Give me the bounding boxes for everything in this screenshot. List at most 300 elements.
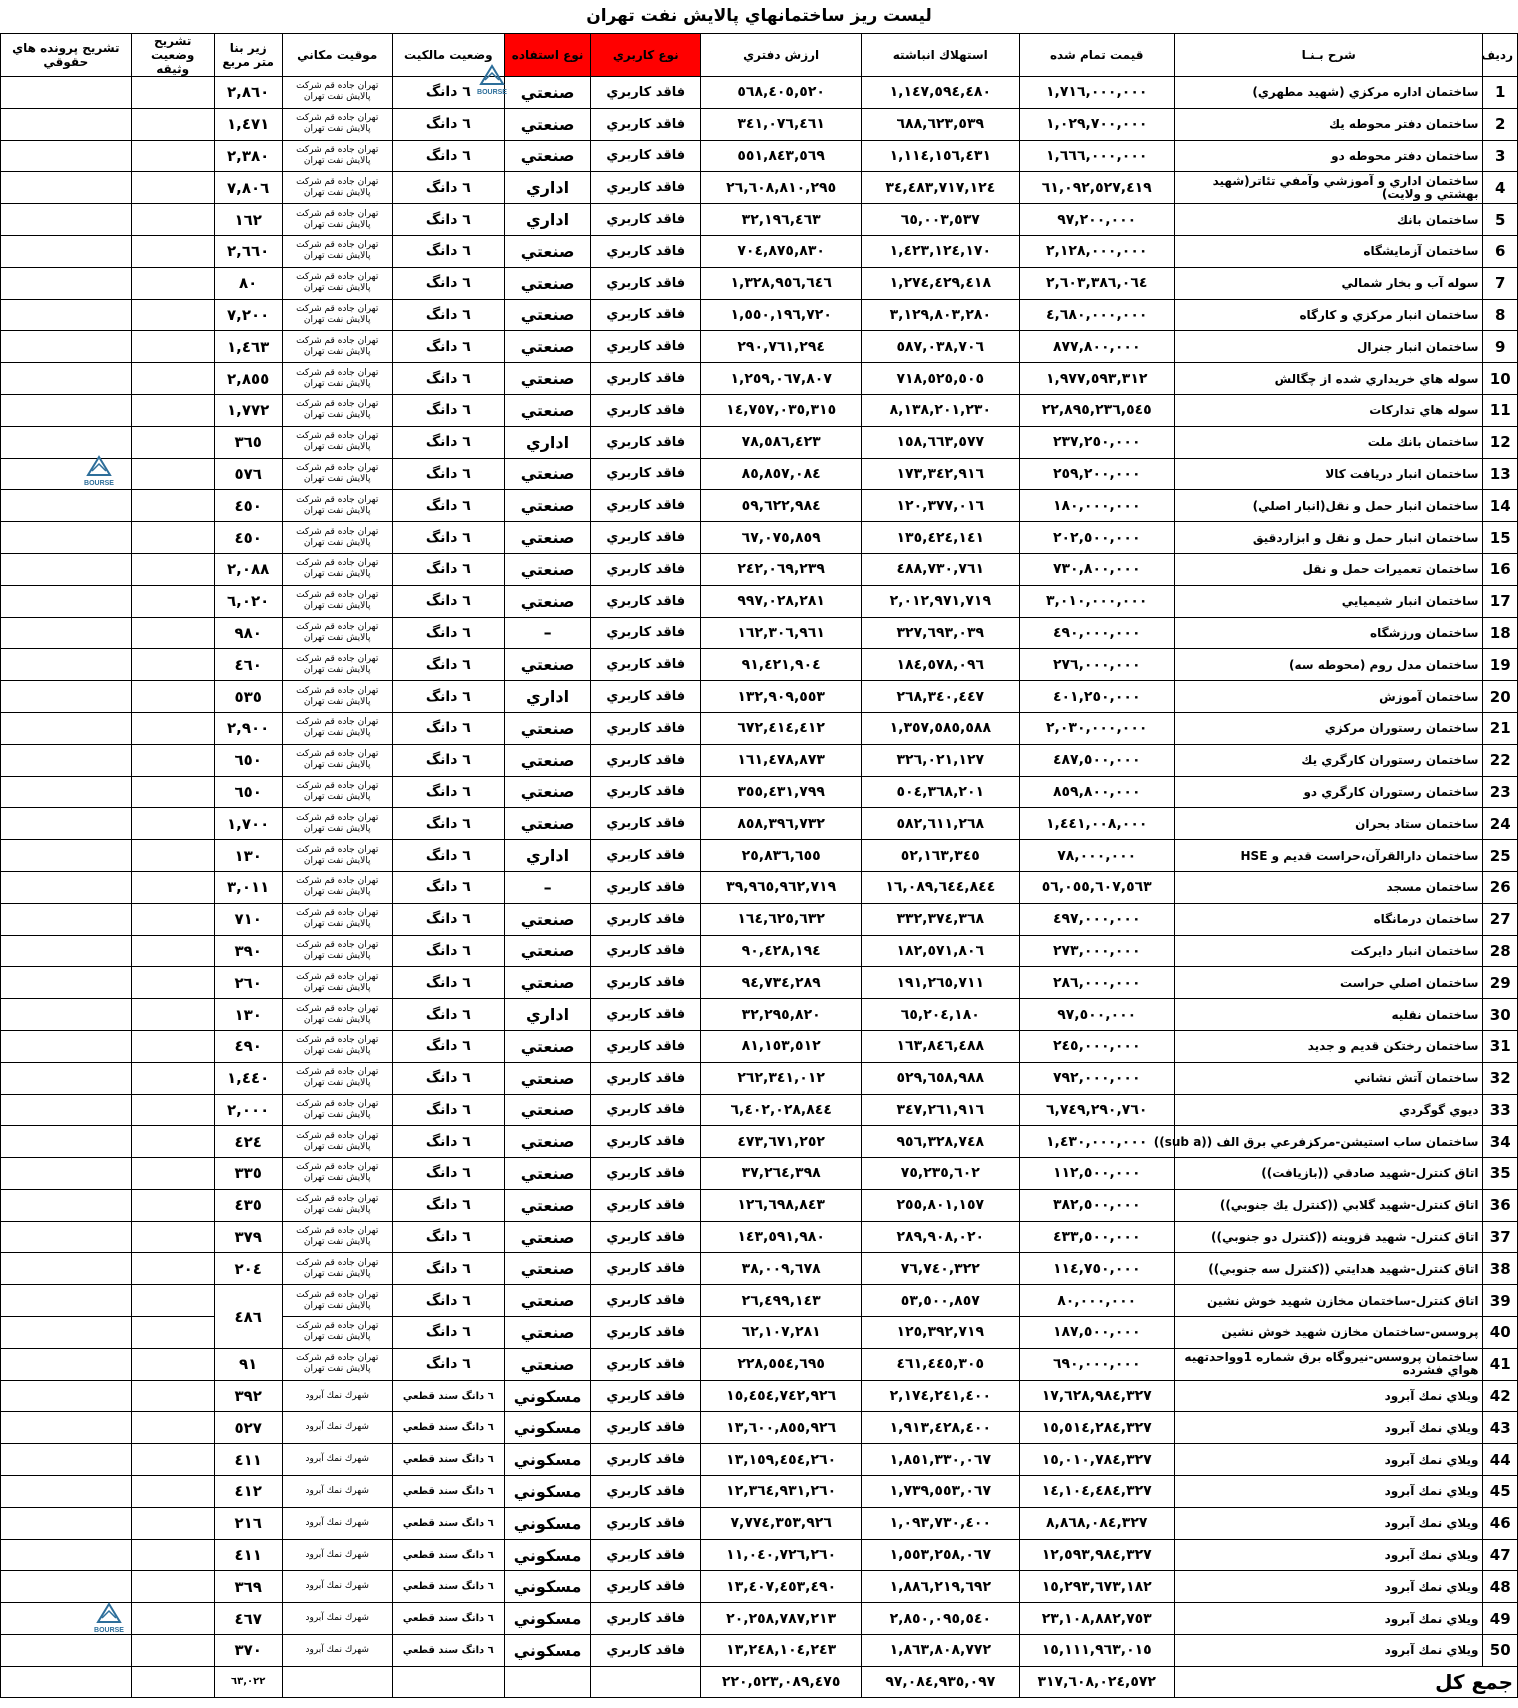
table-row xyxy=(1,1476,1518,1508)
row-mortgage xyxy=(131,1189,214,1221)
row-area: ٤٥٠ xyxy=(214,522,282,554)
row-usage: فاقد كاربري xyxy=(591,1189,701,1221)
row-ownership: ٦ دانگ xyxy=(392,681,504,713)
row-book-value: ١٣,١٥٩,٤٥٤,٢٦٠ xyxy=(701,1444,862,1476)
row-mortgage xyxy=(131,1158,214,1190)
row-ownership: ٦ دانگ xyxy=(392,267,504,299)
row-usage: فاقد كاربري xyxy=(591,267,701,299)
row-location: تهران جاده قم شركت پالايش نفت تهران xyxy=(282,235,392,267)
row-area: ٤١١ xyxy=(214,1444,282,1476)
row-usage: فاقد كاربري xyxy=(591,1635,701,1667)
row-area: ٢,٠٨٨ xyxy=(214,553,282,585)
row-book-value: ٣٧,٢٦٤,٣٩٨ xyxy=(701,1158,862,1190)
row-depreciation: ١,١٤٧,٥٩٤,٤٨٠ xyxy=(862,77,1020,109)
row-location: تهران جاده قم شركت پالايش نفت تهران xyxy=(282,935,392,967)
table-body xyxy=(1,77,1518,1667)
row-book-value: ١٤,٧٥٧,٠٣٥,٣١٥ xyxy=(701,394,862,426)
row-mortgage xyxy=(131,1444,214,1476)
row-cost: ٧٩٢,٠٠٠,٠٠٠ xyxy=(1019,1062,1174,1094)
row-book-value: ٢٩٠,٧٦١,٢٩٤ xyxy=(701,331,862,363)
row-usage: فاقد كاربري xyxy=(591,522,701,554)
row-location: تهران جاده قم شركت پالايش نفت تهران xyxy=(282,681,392,713)
row-legal xyxy=(1,267,132,299)
row-cost: ٢٨٦,٠٠٠,٠٠٠ xyxy=(1019,967,1174,999)
row-area: ١,٤٦٣ xyxy=(214,331,282,363)
row-depreciation: ١٧٣,٣٤٢,٩١٦ xyxy=(862,458,1020,490)
row-book-value: ٢٦,٦٠٨,٨١٠,٢٩٥ xyxy=(701,172,862,204)
row-use-type: صنعتي xyxy=(504,1158,590,1190)
row-ownership: ٦ دانگ xyxy=(392,553,504,585)
table-header-row xyxy=(1,34,1518,77)
row-use-type: صنعتي xyxy=(504,1062,590,1094)
row-use-type: اداري xyxy=(504,999,590,1031)
row-number: 22 xyxy=(1483,744,1518,776)
row-number: 47 xyxy=(1483,1539,1518,1571)
row-book-value: ٩٠,٤٢٨,١٩٤ xyxy=(701,935,862,967)
row-number: 23 xyxy=(1483,776,1518,808)
row-area: ٢,٨٦٠ xyxy=(214,77,282,109)
row-mortgage xyxy=(131,1126,214,1158)
row-cost: ٨٥٩,٨٠٠,٠٠٠ xyxy=(1019,776,1174,808)
row-legal xyxy=(1,1380,132,1412)
row-ownership: ٦ دانگ xyxy=(392,1189,504,1221)
row-cost: ١٨٧,٥٠٠,٠٠٠ xyxy=(1019,1317,1174,1349)
table-row xyxy=(1,172,1518,204)
row-depreciation: ٦٥,٢٠٤,١٨٠ xyxy=(862,999,1020,1031)
header-legal: تشریح پرونده هاي حقوقي xyxy=(1,34,132,77)
row-usage: فاقد كاربري xyxy=(591,1253,701,1285)
row-description: ويلاي نمك آبرود xyxy=(1174,1539,1483,1571)
row-location: شهرك نمك آبرود xyxy=(282,1476,392,1508)
row-usage: فاقد كاربري xyxy=(591,744,701,776)
table-row xyxy=(1,681,1518,713)
row-ownership: ٦ دانگ xyxy=(392,490,504,522)
row-mortgage xyxy=(131,999,214,1031)
row-number: 32 xyxy=(1483,1062,1518,1094)
row-area: ٦٥٠ xyxy=(214,744,282,776)
table-row xyxy=(1,1380,1518,1412)
row-use-type: صنعتي xyxy=(504,1253,590,1285)
row-book-value: ٢٦٢,٣٤١,٠١٢ xyxy=(701,1062,862,1094)
row-area: ٣٧٠ xyxy=(214,1635,282,1667)
row-usage: فاقد كاربري xyxy=(591,363,701,395)
row-description: ساختمان اداره مركزي (شهید مطهري) xyxy=(1174,77,1483,109)
row-book-value: ٢٤٢,٠٦٩,٢٣٩ xyxy=(701,553,862,585)
row-location: تهران جاده قم شركت پالايش نفت تهران xyxy=(282,1126,392,1158)
row-use-type: صنعتي xyxy=(504,522,590,554)
table-row xyxy=(1,77,1518,109)
row-mortgage xyxy=(131,744,214,776)
row-description: ساختمان دفتر محوطه دو xyxy=(1174,140,1483,172)
row-number: 20 xyxy=(1483,681,1518,713)
row-ownership: ٦ دانگ سند قطعي xyxy=(392,1444,504,1476)
row-use-type: مسكوني xyxy=(504,1507,590,1539)
row-ownership: ٦ دانگ xyxy=(392,808,504,840)
row-cost: ٩٧,٢٠٠,٠٠٠ xyxy=(1019,204,1174,236)
row-legal xyxy=(1,967,132,999)
row-usage: فاقد كاربري xyxy=(591,426,701,458)
row-ownership: ٦ دانگ سند قطعي xyxy=(392,1571,504,1603)
row-area: ٢٦٠ xyxy=(214,967,282,999)
row-mortgage xyxy=(131,394,214,426)
row-mortgage xyxy=(131,299,214,331)
row-usage: فاقد كاربري xyxy=(591,140,701,172)
row-cost: ٣٨٢,٥٠٠,٠٠٠ xyxy=(1019,1189,1174,1221)
row-area: ٥٢٧ xyxy=(214,1412,282,1444)
row-area: ٣٣٥ xyxy=(214,1158,282,1190)
row-usage: فاقد كاربري xyxy=(591,1094,701,1126)
table-row xyxy=(1,394,1518,426)
row-number: 8 xyxy=(1483,299,1518,331)
row-area: ٢,٣٨٠ xyxy=(214,140,282,172)
row-location: تهران جاده قم شركت پالايش نفت تهران xyxy=(282,77,392,109)
row-depreciation: ١,٢٧٤,٤٢٩,٤١٨ xyxy=(862,267,1020,299)
row-mortgage xyxy=(131,363,214,395)
row-use-type: صنعتي xyxy=(504,1317,590,1349)
row-usage: فاقد كاربري xyxy=(591,394,701,426)
row-number: 27 xyxy=(1483,903,1518,935)
row-area: ٤٦٧ xyxy=(214,1603,282,1635)
row-area: ٣٩٠ xyxy=(214,935,282,967)
row-use-type: صنعتي xyxy=(504,394,590,426)
row-book-value: ٢٢٨,٥٥٤,٦٩٥ xyxy=(701,1348,862,1380)
row-mortgage xyxy=(131,108,214,140)
row-location: تهران جاده قم شركت پالايش نفت تهران xyxy=(282,490,392,522)
row-usage: فاقد كاربري xyxy=(591,1285,701,1317)
row-cost: ١,٩٧٧,٥٩٣,٣١٢ xyxy=(1019,363,1174,395)
row-cost: ٤٩٧,٠٠٠,٠٠٠ xyxy=(1019,903,1174,935)
row-description: ساختمان مسجد xyxy=(1174,871,1483,903)
row-number: 6 xyxy=(1483,235,1518,267)
row-depreciation: ٣٣٢,٣٧٤,٣٦٨ xyxy=(862,903,1020,935)
header-mortgage: تشریح وضعیت وثیقه xyxy=(131,34,214,77)
document-title: لیست ریز ساختمانهاي پالایش نفت تهران xyxy=(0,0,1518,34)
table-row xyxy=(1,999,1518,1031)
row-use-type: اداري xyxy=(504,426,590,458)
table-row xyxy=(1,585,1518,617)
row-depreciation: ١,٨٦٣,٨٠٨,٧٧٢ xyxy=(862,1635,1020,1667)
row-ownership: ٦ دانگ xyxy=(392,1126,504,1158)
row-description: ويلاي نمك آبرود xyxy=(1174,1476,1483,1508)
row-cost: ٢٢,٨٩٥,٢٣٦,٥٤٥ xyxy=(1019,394,1174,426)
row-location: تهران جاده قم شركت پالايش نفت تهران xyxy=(282,776,392,808)
row-use-type: صنعتي xyxy=(504,331,590,363)
row-area: ٢,٦٦٠ xyxy=(214,235,282,267)
row-number: 33 xyxy=(1483,1094,1518,1126)
row-ownership: ٦ دانگ xyxy=(392,235,504,267)
row-description: ساختمان انبار دايركت xyxy=(1174,935,1483,967)
row-number: 3 xyxy=(1483,140,1518,172)
table-row xyxy=(1,1094,1518,1126)
row-mortgage xyxy=(131,1094,214,1126)
row-cost: ١,٧١٦,٠٠٠,٠٠٠ xyxy=(1019,77,1174,109)
table-row xyxy=(1,1348,1518,1380)
table-row xyxy=(1,1221,1518,1253)
row-depreciation: ٧٥,٢٣٥,٦٠٢ xyxy=(862,1158,1020,1190)
header-ownership: وضعیت مالكیت xyxy=(392,34,504,77)
row-book-value: ١٢٦,٦٩٨,٨٤٣ xyxy=(701,1189,862,1221)
row-depreciation: ٨,١٣٨,٢٠١,٢٣٠ xyxy=(862,394,1020,426)
row-area: ٤٣٥ xyxy=(214,1189,282,1221)
header-location: موقیت مكاني xyxy=(282,34,392,77)
row-ownership: ٦ دانگ xyxy=(392,999,504,1031)
row-book-value: ١,٢٥٩,٠٦٧,٨٠٧ xyxy=(701,363,862,395)
row-legal xyxy=(1,1189,132,1221)
row-cost: ١٥,٥١٤,٢٨٤,٣٢٧ xyxy=(1019,1412,1174,1444)
row-number: 11 xyxy=(1483,394,1518,426)
row-ownership: ٦ دانگ xyxy=(392,426,504,458)
row-use-type: اداري xyxy=(504,204,590,236)
table-row xyxy=(1,1412,1518,1444)
row-legal xyxy=(1,999,132,1031)
row-legal xyxy=(1,426,132,458)
row-depreciation: ١,٧٣٩,٥٥٣,٠٦٧ xyxy=(862,1476,1020,1508)
row-use-type: مسكوني xyxy=(504,1476,590,1508)
row-description: سوله هاي خريداري شده از چگالش xyxy=(1174,363,1483,395)
row-location: تهران جاده قم شركت پالايش نفت تهران xyxy=(282,744,392,776)
row-book-value: ٣٨,٠٠٩,٦٧٨ xyxy=(701,1253,862,1285)
row-description: ساختمان انبار جنرال xyxy=(1174,331,1483,363)
row-mortgage xyxy=(131,426,214,458)
row-legal xyxy=(1,1094,132,1126)
row-description: ساختمان دارالقرآن،حراست قديم و HSE xyxy=(1174,840,1483,872)
row-usage: فاقد كاربري xyxy=(591,299,701,331)
row-book-value: ٩٩٧,٠٢٨,٢٨١ xyxy=(701,585,862,617)
row-legal xyxy=(1,1317,132,1349)
row-area: ٦٥٠ xyxy=(214,776,282,808)
table-row xyxy=(1,1126,1518,1158)
row-cost: ١٥,٠١٠,٧٨٤,٣٢٧ xyxy=(1019,1444,1174,1476)
row-legal xyxy=(1,712,132,744)
row-use-type: صنعتي xyxy=(504,1126,590,1158)
row-legal xyxy=(1,490,132,522)
row-area: ١٣٠ xyxy=(214,840,282,872)
row-usage: فاقد كاربري xyxy=(591,1158,701,1190)
row-book-value: ٦٧,٠٧٥,٨٥٩ xyxy=(701,522,862,554)
row-number: 48 xyxy=(1483,1571,1518,1603)
row-depreciation: ٥٠٤,٣٦٨,٢٠١ xyxy=(862,776,1020,808)
row-usage: فاقد كاربري xyxy=(591,681,701,713)
row-ownership: ٦ دانگ xyxy=(392,617,504,649)
row-usage: فاقد كاربري xyxy=(591,235,701,267)
row-legal xyxy=(1,394,132,426)
header-book-value: ارزش دفتري xyxy=(701,34,862,77)
row-number: 18 xyxy=(1483,617,1518,649)
svg-text:BOURSE: BOURSE xyxy=(94,1627,124,1634)
table-row xyxy=(1,1444,1518,1476)
row-legal xyxy=(1,1476,132,1508)
row-cost: ١٨٠,٠٠٠,٠٠٠ xyxy=(1019,490,1174,522)
table-row xyxy=(1,1189,1518,1221)
row-location: تهران جاده قم شركت پالايش نفت تهران xyxy=(282,394,392,426)
table-row xyxy=(1,267,1518,299)
row-cost: ١٥,١١١,٩٦٣,٠١٥ xyxy=(1019,1635,1174,1667)
row-book-value: ١٣,٦٠٠,٨٥٥,٩٢٦ xyxy=(701,1412,862,1444)
row-cost: ٦,٧٤٩,٢٩٠,٧٦٠ xyxy=(1019,1094,1174,1126)
row-number: 15 xyxy=(1483,522,1518,554)
row-use-type: اداري xyxy=(504,681,590,713)
row-mortgage xyxy=(131,77,214,109)
header-row-number: ردیف xyxy=(1483,34,1518,77)
row-cost: ٤٠١,٢٥٠,٠٠٠ xyxy=(1019,681,1174,713)
row-location: تهران جاده قم شركت پالايش نفت تهران xyxy=(282,522,392,554)
row-area: ٧,٨٠٦ xyxy=(214,172,282,204)
row-ownership: ٦ دانگ xyxy=(392,363,504,395)
row-mortgage xyxy=(131,1539,214,1571)
row-ownership: ٦ دانگ xyxy=(392,331,504,363)
row-book-value: ٩٤,٧٣٤,٢٨٩ xyxy=(701,967,862,999)
row-ownership: ٦ دانگ xyxy=(392,1030,504,1062)
row-depreciation: ٥٢,١٦٣,٣٤٥ xyxy=(862,840,1020,872)
row-description: اتاق كنترل-شهيد صادقي ((بازيافت)) xyxy=(1174,1158,1483,1190)
row-number: 49 xyxy=(1483,1603,1518,1635)
row-use-type: صنعتي xyxy=(504,935,590,967)
row-usage: فاقد كاربري xyxy=(591,1317,701,1349)
row-use-type: صنعتي xyxy=(504,712,590,744)
row-depreciation: ٤٦١,٤٤٥,٣٠٥ xyxy=(862,1348,1020,1380)
row-depreciation: ٢,٠١٢,٩٧١,٧١٩ xyxy=(862,585,1020,617)
row-cost: ٧٣٠,٨٠٠,٠٠٠ xyxy=(1019,553,1174,585)
row-number: 50 xyxy=(1483,1635,1518,1667)
row-area: ٧١٠ xyxy=(214,903,282,935)
row-depreciation: ٣٢٧,٦٩٣,٠٣٩ xyxy=(862,617,1020,649)
row-location: تهران جاده قم شركت پالايش نفت تهران xyxy=(282,426,392,458)
row-usage: فاقد كاربري xyxy=(591,1380,701,1412)
row-book-value: ٧,٧٧٤,٣٥٣,٩٢٦ xyxy=(701,1507,862,1539)
row-usage: فاقد كاربري xyxy=(591,1126,701,1158)
row-number: 17 xyxy=(1483,585,1518,617)
row-legal xyxy=(1,585,132,617)
row-depreciation: ١,٨٥١,٣٣٠,٠٦٧ xyxy=(862,1444,1020,1476)
row-location: تهران جاده قم شركت پالايش نفت تهران xyxy=(282,840,392,872)
row-mortgage xyxy=(131,1030,214,1062)
row-depreciation: ٦٨٨,٦٢٣,٥٣٩ xyxy=(862,108,1020,140)
row-book-value: ١,٥٥٠,١٩٦,٧٢٠ xyxy=(701,299,862,331)
row-description: اتاق كنترل-ساختمان مخازن شهيد خوش نشين xyxy=(1174,1285,1483,1317)
row-cost: ٤,٦٨٠,٠٠٠,٠٠٠ xyxy=(1019,299,1174,331)
row-legal xyxy=(1,617,132,649)
row-number: 19 xyxy=(1483,649,1518,681)
row-cost: ١,٠٢٩,٧٠٠,٠٠٠ xyxy=(1019,108,1174,140)
row-usage: فاقد كاربري xyxy=(591,1062,701,1094)
row-description: ساختمان انبار دريافت كالا xyxy=(1174,458,1483,490)
row-usage: فاقد كاربري xyxy=(591,871,701,903)
row-depreciation: ١٦,٠٨٩,٦٤٤,٨٤٤ xyxy=(862,871,1020,903)
row-book-value: ٥٥١,٨٤٣,٥٦٩ xyxy=(701,140,862,172)
row-description: سوله آب و بخار شمالي xyxy=(1174,267,1483,299)
row-legal xyxy=(1,681,132,713)
row-depreciation: ١,٩١٣,٤٢٨,٤٠٠ xyxy=(862,1412,1020,1444)
row-location: تهران جاده قم شركت پالايش نفت تهران xyxy=(282,649,392,681)
row-mortgage xyxy=(131,522,214,554)
row-legal xyxy=(1,363,132,395)
row-description: اتاق كنترل- شهيد قزوينه ((كنترل دو جنوبي)) xyxy=(1174,1221,1483,1253)
total-area: ٦٣,٠٢٢ xyxy=(214,1666,282,1697)
row-legal xyxy=(1,331,132,363)
row-area: ٢٠٤ xyxy=(214,1253,282,1285)
row-use-type: اداري xyxy=(504,172,590,204)
row-legal xyxy=(1,1221,132,1253)
row-location: شهرك نمك آبرود xyxy=(282,1380,392,1412)
row-depreciation: ١,٤٢٣,١٢٤,١٧٠ xyxy=(862,235,1020,267)
row-usage: فاقد كاربري xyxy=(591,331,701,363)
row-ownership: ٦ دانگ xyxy=(392,172,504,204)
row-usage: فاقد كاربري xyxy=(591,840,701,872)
row-cost: ٢٣٧,٢٥٠,٠٠٠ xyxy=(1019,426,1174,458)
row-location: تهران جاده قم شركت پالايش نفت تهران xyxy=(282,1094,392,1126)
table-row xyxy=(1,1285,1518,1317)
row-usage: فاقد كاربري xyxy=(591,1348,701,1380)
row-description: سوله هاي تداركات xyxy=(1174,394,1483,426)
row-mortgage xyxy=(131,267,214,299)
total-row xyxy=(1,1666,1518,1697)
row-description: ساختمان انبار حمل و نقل(انبار اصلي) xyxy=(1174,490,1483,522)
row-usage: فاقد كاربري xyxy=(591,77,701,109)
row-number: 36 xyxy=(1483,1189,1518,1221)
row-cost: ١٧,٦٢٨,٩٨٤,٣٢٧ xyxy=(1019,1380,1174,1412)
row-mortgage xyxy=(131,1253,214,1285)
row-mortgage xyxy=(131,235,214,267)
row-cost: ٢,١٢٨,٠٠٠,٠٠٠ xyxy=(1019,235,1174,267)
row-area: ٧,٢٠٠ xyxy=(214,299,282,331)
row-book-value: ١٦١,٤٧٨,٨٧٣ xyxy=(701,744,862,776)
table-row xyxy=(1,1158,1518,1190)
row-number: 43 xyxy=(1483,1412,1518,1444)
row-description: اتاق كنترل-شهيد هدايتي ((كنترل سه جنوبي)) xyxy=(1174,1253,1483,1285)
row-usage: فاقد كاربري xyxy=(591,649,701,681)
row-description: ساختمان ستاد بحران xyxy=(1174,808,1483,840)
table-row xyxy=(1,1571,1518,1603)
row-book-value: ٨٥٨,٣٩٦,٧٣٢ xyxy=(701,808,862,840)
row-description: ساختمان مدل روم (محوطه سه) xyxy=(1174,649,1483,681)
row-cost: ٤٣٣,٥٠٠,٠٠٠ xyxy=(1019,1221,1174,1253)
row-cost: ٤٩٠,٠٠٠,٠٠٠ xyxy=(1019,617,1174,649)
row-cost: ٧٨,٠٠٠,٠٠٠ xyxy=(1019,840,1174,872)
row-mortgage xyxy=(131,840,214,872)
row-legal xyxy=(1,808,132,840)
row-area: ٤٦٠ xyxy=(214,649,282,681)
row-mortgage xyxy=(131,1317,214,1349)
row-cost: ٢,٠٣٠,٠٠٠,٠٠٠ xyxy=(1019,712,1174,744)
row-description: ساختمان رختكن قديم و جديد xyxy=(1174,1030,1483,1062)
row-book-value: ٧٨,٥٨٦,٤٢٣ xyxy=(701,426,862,458)
row-cost: ١١٢,٥٠٠,٠٠٠ xyxy=(1019,1158,1174,1190)
row-legal xyxy=(1,108,132,140)
row-number: 34 xyxy=(1483,1126,1518,1158)
row-number: 29 xyxy=(1483,967,1518,999)
row-usage: فاقد كاربري xyxy=(591,808,701,840)
row-location: تهران جاده قم شركت پالايش نفت تهران xyxy=(282,585,392,617)
row-book-value: ١٥,٤٥٤,٧٤٢,٩٢٦ xyxy=(701,1380,862,1412)
row-depreciation: ١٨٢,٥٧١,٨٠٦ xyxy=(862,935,1020,967)
row-usage: فاقد كاربري xyxy=(591,1412,701,1444)
row-description: ساختمان بانك xyxy=(1174,204,1483,236)
row-usage: فاقد كاربري xyxy=(591,712,701,744)
row-description: ساختمان رستوران مركزي xyxy=(1174,712,1483,744)
row-area: ٤٨٦ xyxy=(214,1285,282,1349)
row-depreciation: ٥٨٧,٠٣٨,٧٠٦ xyxy=(862,331,1020,363)
table-row xyxy=(1,1539,1518,1571)
row-legal xyxy=(1,1412,132,1444)
row-description: ساختمان رستوران كارگري يك xyxy=(1174,744,1483,776)
table-row xyxy=(1,840,1518,872)
row-book-value: ٣٢,٢٩٥,٨٢٠ xyxy=(701,999,862,1031)
row-area: ١,٧٧٢ xyxy=(214,394,282,426)
row-location: تهران جاده قم شركت پالايش نفت تهران xyxy=(282,363,392,395)
row-area: ٢,٨٥٥ xyxy=(214,363,282,395)
row-usage: فاقد كاربري xyxy=(591,1603,701,1635)
row-number: 12 xyxy=(1483,426,1518,458)
